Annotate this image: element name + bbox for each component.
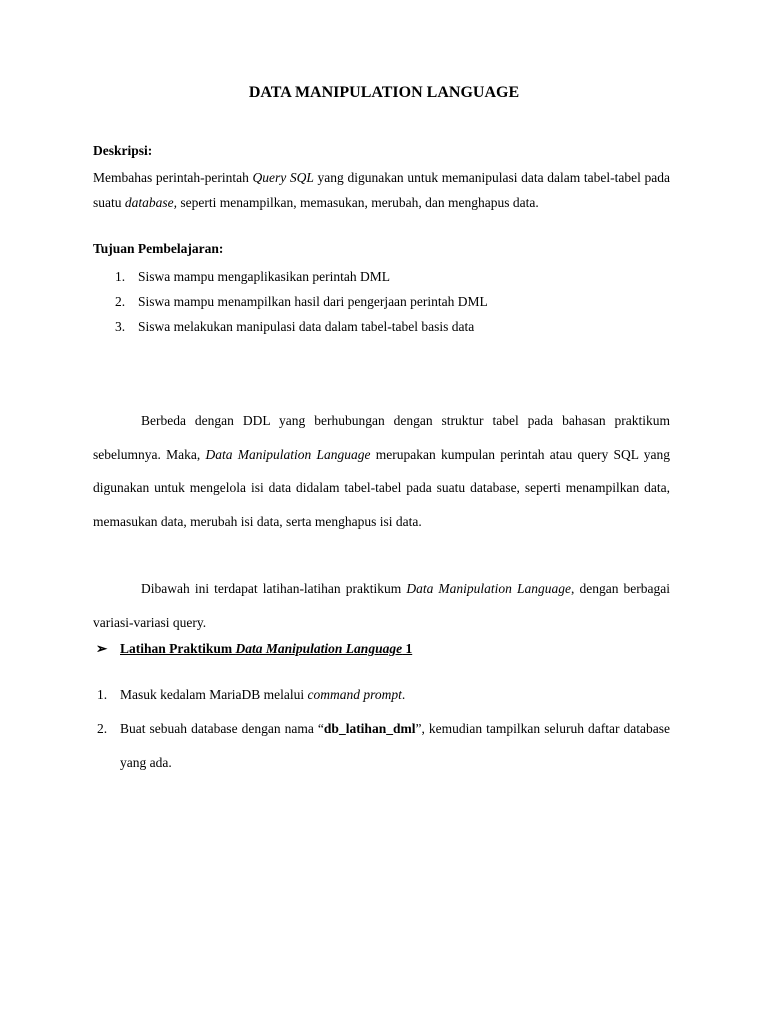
latihan-intro-em: Data Manipulation Language [406, 581, 571, 596]
step-strong: db_latihan_dml [323, 721, 416, 736]
deskripsi-text-3: seperti menampilkan, memasukan, merubah, dan menghapus data. [177, 195, 539, 210]
step-em: command prompt [307, 687, 402, 702]
intro-em: Data Manipulation Language [205, 446, 371, 462]
step-text-b: . [401, 687, 406, 702]
deskripsi-em-1: Query SQL [252, 170, 314, 185]
tujuan-list [93, 266, 670, 341]
latihan-intro-text-a: Dibawah ini terdapat latihan-latihan praktikum [141, 581, 407, 596]
latihan-heading-text [120, 641, 412, 656]
deskripsi-text-1: Membahas perintah-perintah [93, 170, 253, 185]
list-item [93, 291, 670, 316]
intro-text-b: merupakan kumpulan perintah atau query SQL yang digunakan untuk mengelola isi data didalam tabel-tabel pada suatu database, seperti menampilkan data, memasukan data, merubah isi data, serta menghapus isi data. [93, 446, 671, 529]
intro-text-a: Berbeda dengan DDL yang berhubungan dengan struktur tabel pada bahasan praktikum sebelumnya. Maka, [93, 413, 670, 462]
deskripsi-paragraph [93, 165, 670, 215]
list-number: 1. [115, 269, 126, 284]
latihan-intro-paragraph [93, 572, 670, 639]
list-number: 2. [115, 294, 126, 309]
steps-list [93, 678, 670, 780]
latihan-heading-a: Latihan Praktikum [120, 641, 236, 656]
step-text-a: Masuk kedalam MariaDB melalui [120, 687, 308, 702]
list-item [93, 266, 670, 291]
deskripsi-em-2: database, [124, 195, 177, 210]
list-item [93, 678, 670, 712]
deskripsi-heading: Deskripsi: [93, 143, 153, 158]
latihan-intro-text-b: , dengan berbagai variasi-variasi query. [93, 581, 670, 630]
deskripsi-text-2: yang digunakan untuk memanipulasi data dalam tabel-tabel pada suatu [93, 170, 670, 210]
latihan-heading-em: Data Manipulation Language [235, 641, 403, 656]
step-text-a: Buat sebuah database dengan nama “ [120, 721, 324, 736]
list-text: Siswa mampu mengaplikasikan perintah DML [138, 269, 390, 284]
tujuan-heading: Tujuan Pembelajaran: [93, 241, 224, 256]
arrow-bullet-icon: ➢ [96, 641, 108, 656]
latihan-heading [96, 641, 412, 657]
page-title: DATA MANIPULATION LANGUAGE [248, 84, 520, 101]
list-text: Siswa melakukan manipulasi data dalam tabel-tabel basis data [138, 319, 475, 334]
intro-paragraph [93, 404, 670, 538]
list-number: 3. [115, 319, 126, 334]
step-number: 1. [97, 687, 108, 702]
list-item [93, 316, 670, 341]
list-item [93, 712, 670, 780]
step-number: 2. [97, 721, 108, 736]
step-text-b: ”, kemudian tampilkan seluruh daftar database yang ada. [120, 721, 670, 770]
latihan-heading-b: 1 [402, 641, 413, 656]
list-text: Siswa mampu menampilkan hasil dari pengerjaan perintah DML [138, 294, 488, 309]
